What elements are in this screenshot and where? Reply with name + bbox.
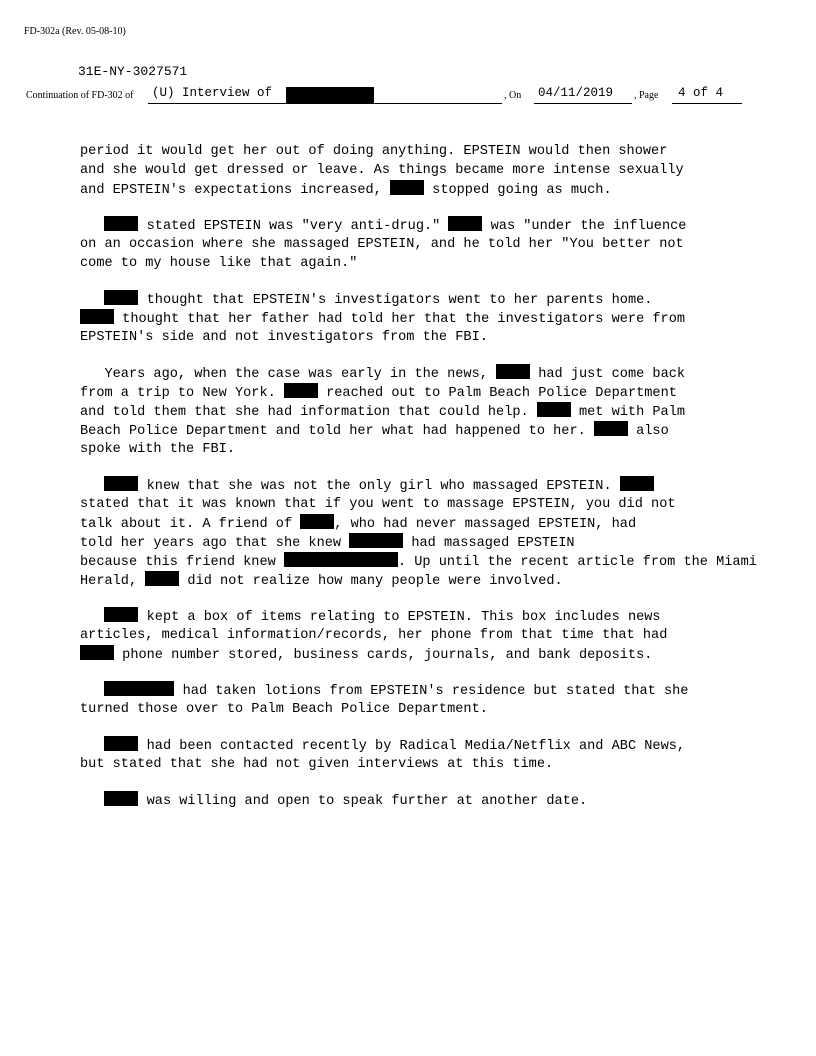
date-underline (534, 103, 632, 104)
paragraph (80, 364, 740, 459)
page-label: , Page (634, 90, 659, 101)
redaction-block (537, 402, 571, 417)
text-line (80, 552, 757, 571)
text-line (80, 736, 740, 755)
redaction-block (284, 383, 318, 398)
text-segment: come to my house like that again." (80, 256, 358, 271)
text-segment: on an occasion where she massaged EPSTEIN, and he told her "You better not (80, 237, 684, 252)
text-segment: EPSTEIN's side and not investigators from the FBI. (80, 330, 488, 345)
redaction-block (284, 552, 398, 567)
text-line (80, 495, 740, 514)
text-segment: phone number stored, business cards, journals, and bank deposits. (114, 648, 653, 663)
text-segment (80, 610, 104, 625)
text-line (80, 142, 740, 161)
paragraph (80, 607, 740, 664)
text-segment: kept a box of items relating to EPSTEIN. This box includes news (138, 610, 661, 625)
text-segment: but stated that she had not given interviews at this time. (80, 757, 554, 772)
redaction-block (349, 533, 403, 548)
subject-field: (U) Interview of (152, 86, 273, 100)
text-segment: also (627, 424, 669, 439)
text-segment: talk about it. A friend of (80, 517, 301, 532)
text-segment: Years ago, when the case was early in the news, (80, 367, 497, 382)
redaction-block (286, 87, 374, 103)
text-segment (80, 739, 104, 754)
text-segment: thought that EPSTEIN's investigators went to her parents home. (138, 293, 653, 308)
text-segment: told her years ago that she knew (80, 536, 350, 551)
text-segment: and EPSTEIN's expectations increased, (80, 183, 390, 198)
text-line (80, 791, 740, 810)
date-field: 04/11/2019 (538, 86, 614, 100)
redaction-block (104, 791, 138, 806)
redaction-block (104, 681, 174, 696)
text-segment: Beach Police Department and told her what had happened to her. (80, 424, 594, 439)
narrative-body (80, 142, 757, 827)
redaction-block (80, 645, 114, 660)
redaction-block (104, 290, 138, 305)
redaction-block (448, 216, 482, 231)
paragraph (80, 791, 740, 810)
text-line (80, 290, 740, 309)
text-segment: turned those over to Palm Beach Police Department. (80, 702, 488, 717)
text-segment: and she would get dressed or leave. As things became more intense sexually (80, 163, 684, 178)
text-segment: from a trip to New York. (80, 386, 284, 401)
text-segment: had just come back (530, 367, 686, 382)
text-segment: period it would get her out of doing anything. EPSTEIN would then shower (80, 144, 668, 159)
redaction-block (145, 571, 179, 586)
text-line (80, 607, 740, 626)
text-line (80, 383, 740, 402)
text-segment (80, 684, 104, 699)
paragraph (80, 681, 740, 719)
file-number: 31E-NY-3027571 (78, 64, 188, 79)
text-line (80, 533, 740, 552)
text-segment (80, 794, 104, 809)
text-segment: because this friend knew (80, 555, 284, 570)
subject-underline (148, 103, 502, 104)
text-line (80, 309, 740, 328)
continuation-label: Continuation of FD-302 of (26, 90, 134, 101)
form-id: FD-302a (Rev. 05-08-10) (24, 26, 126, 37)
text-line (80, 161, 740, 180)
redaction-block (80, 309, 114, 324)
text-segment (80, 479, 104, 494)
redaction-block (300, 514, 334, 529)
redaction-block (620, 476, 654, 491)
text-segment: , who had never massaged EPSTEIN, had (334, 517, 637, 532)
redaction-block (104, 476, 138, 491)
text-segment: articles, medical information/records, her phone from that time that had (80, 628, 668, 643)
text-line (80, 440, 740, 459)
text-segment: stated that it was known that if you went to massage EPSTEIN, you did not (80, 497, 676, 512)
text-line (80, 235, 740, 254)
paragraph (80, 142, 740, 199)
text-line (80, 402, 740, 421)
text-segment: had massaged EPSTEIN (403, 536, 575, 551)
text-segment: reached out to Palm Beach Police Department (317, 386, 677, 401)
text-segment: had taken lotions from EPSTEIN's residence but stated that she (174, 684, 689, 699)
text-segment: and told them that she had information that could help. (80, 405, 537, 420)
text-line (80, 755, 740, 774)
text-segment: met with Palm (570, 405, 686, 420)
text-segment: stopped going as much. (424, 183, 612, 198)
text-segment (80, 219, 104, 234)
text-segment: spoke with the FBI. (80, 442, 235, 457)
text-line (80, 571, 740, 590)
text-segment: thought that her father had told her that the investigators were from (114, 312, 686, 327)
text-segment: stated EPSTEIN was "very anti-drug." (138, 219, 449, 234)
text-line (80, 476, 740, 495)
text-line (80, 681, 740, 700)
page-underline (672, 103, 742, 104)
redaction-block (104, 607, 138, 622)
text-segment: Herald, (80, 574, 146, 589)
text-segment: . Up until the recent article from the Miami (397, 555, 757, 570)
text-line (80, 254, 740, 273)
text-line (80, 180, 740, 199)
redaction-block (104, 216, 138, 231)
redaction-block (496, 364, 530, 379)
text-line (80, 626, 740, 645)
text-line (80, 216, 740, 235)
paragraph (80, 216, 740, 273)
redaction-block (104, 736, 138, 751)
text-segment: had been contacted recently by Radical Media/Netflix and ABC News, (138, 739, 686, 754)
paragraph (80, 290, 740, 347)
paragraph (80, 476, 757, 590)
text-line (80, 645, 740, 664)
redaction-block (594, 421, 628, 436)
text-line (80, 700, 740, 719)
paragraph (80, 736, 740, 774)
text-segment (80, 293, 104, 308)
text-line (80, 328, 740, 347)
on-label: , On (504, 90, 522, 101)
text-line (80, 364, 740, 383)
text-segment: was willing and open to speak further at another date. (138, 794, 588, 809)
text-segment: was "under the influence (482, 219, 687, 234)
text-line (80, 514, 740, 533)
page-field: 4 of 4 (678, 86, 724, 100)
redaction-block (390, 180, 424, 195)
text-line (80, 421, 740, 440)
text-segment: knew that she was not the only girl who massaged EPSTEIN. (138, 479, 620, 494)
text-segment: did not realize how many people were involved. (179, 574, 563, 589)
